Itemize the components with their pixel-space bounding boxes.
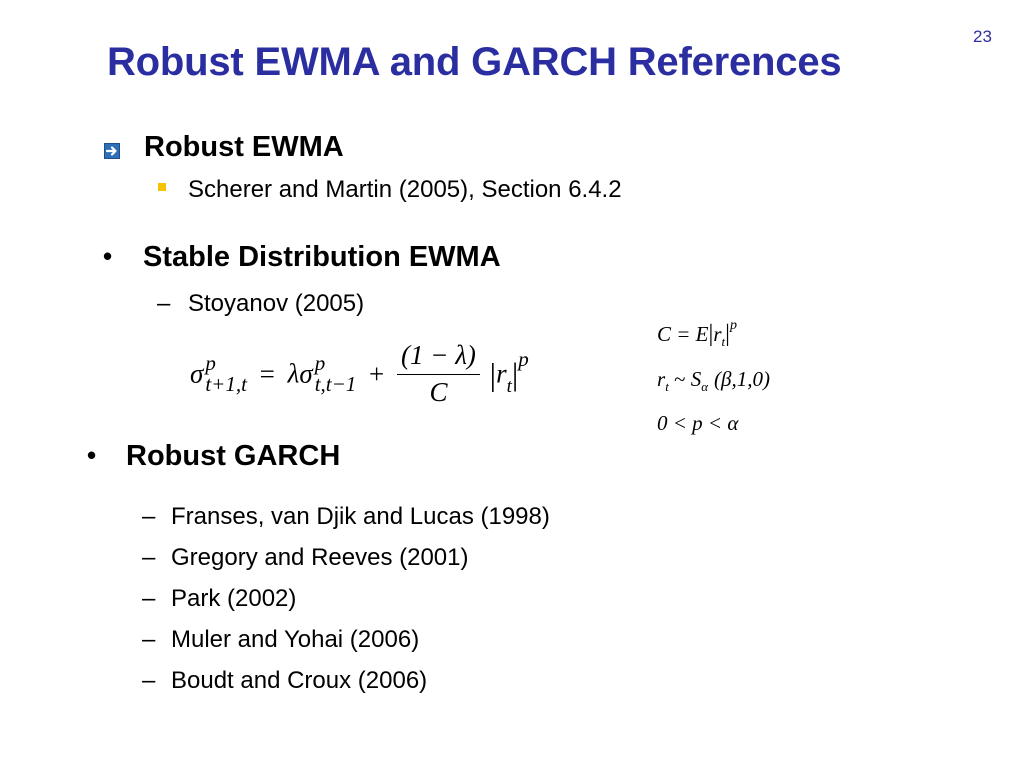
subscript-left: t+1,t: [205, 372, 247, 396]
bullet-dot: •: [103, 241, 113, 271]
fraction-denominator: C: [429, 377, 448, 407]
abs-bar-right: |: [725, 321, 730, 347]
reference-item: Park (2002): [171, 585, 297, 612]
bullet-dot: •: [87, 440, 97, 470]
dash-bullet: –: [142, 503, 156, 530]
r-symbol: r: [713, 322, 722, 346]
page-number: 23: [973, 27, 992, 46]
abs-bar-left: |: [489, 355, 497, 392]
dash-bullet: –: [157, 290, 171, 317]
reference-item: Boudt and Croux (2006): [171, 667, 428, 694]
tilde-sign: ~: [668, 367, 691, 391]
lambda-symbol: λ: [287, 358, 300, 389]
subscript-alpha: α: [701, 379, 709, 394]
reference-item: Franses, van Djik and Lucas (1998): [171, 503, 550, 530]
stable-args: (β,1,0): [714, 367, 770, 391]
reference-item: Stoyanov (2005): [188, 290, 365, 317]
sigma-symbol: σ: [190, 358, 204, 389]
definition-c: [657, 318, 737, 350]
c-equals-e: C = E: [657, 322, 709, 346]
exponent-p: p: [729, 318, 737, 333]
exponent-p: p: [314, 351, 326, 375]
exponent-p: p: [205, 351, 216, 375]
dash-bullet: –: [142, 585, 156, 612]
ewma-equation: [190, 340, 529, 408]
heading-robust-garch: Robust GARCH: [126, 440, 341, 472]
definition-r: [657, 367, 770, 395]
dash-bullet: –: [142, 544, 156, 571]
equals-sign: =: [259, 358, 275, 389]
arrow-bullet-icon: [104, 143, 120, 159]
definition-p: 0 < p < α: [657, 411, 739, 435]
fraction-numerator: (1 − λ): [397, 340, 480, 375]
exponent-p: p: [518, 347, 529, 372]
subscript-t: t: [506, 376, 512, 398]
r-symbol: r: [496, 358, 507, 389]
dash-bullet: –: [142, 626, 156, 653]
heading-stable-ewma: Stable Distribution EWMA: [143, 241, 501, 273]
abs-bar-left: |: [708, 321, 714, 347]
subscript-right: t,t−1: [314, 372, 357, 396]
subscript-t: t: [721, 334, 726, 349]
reference-item: Gregory and Reeves (2001): [171, 544, 469, 571]
reference-item: Muler and Yohai (2006): [171, 626, 420, 653]
slide-title: Robust EWMA and GARCH References: [107, 40, 842, 84]
subscript-t: t: [665, 379, 669, 394]
dash-bullet: –: [142, 667, 156, 694]
sigma-symbol: σ: [299, 358, 313, 389]
plus-sign: +: [369, 358, 385, 389]
reference-item: Scherer and Martin (2005), Section 6.4.2: [188, 176, 622, 203]
abs-bar-right: |: [511, 355, 519, 392]
square-bullet-icon: [158, 183, 166, 191]
heading-robust-ewma: Robust EWMA: [144, 131, 344, 163]
r-symbol: r: [657, 367, 666, 391]
s-symbol: S: [690, 367, 702, 391]
